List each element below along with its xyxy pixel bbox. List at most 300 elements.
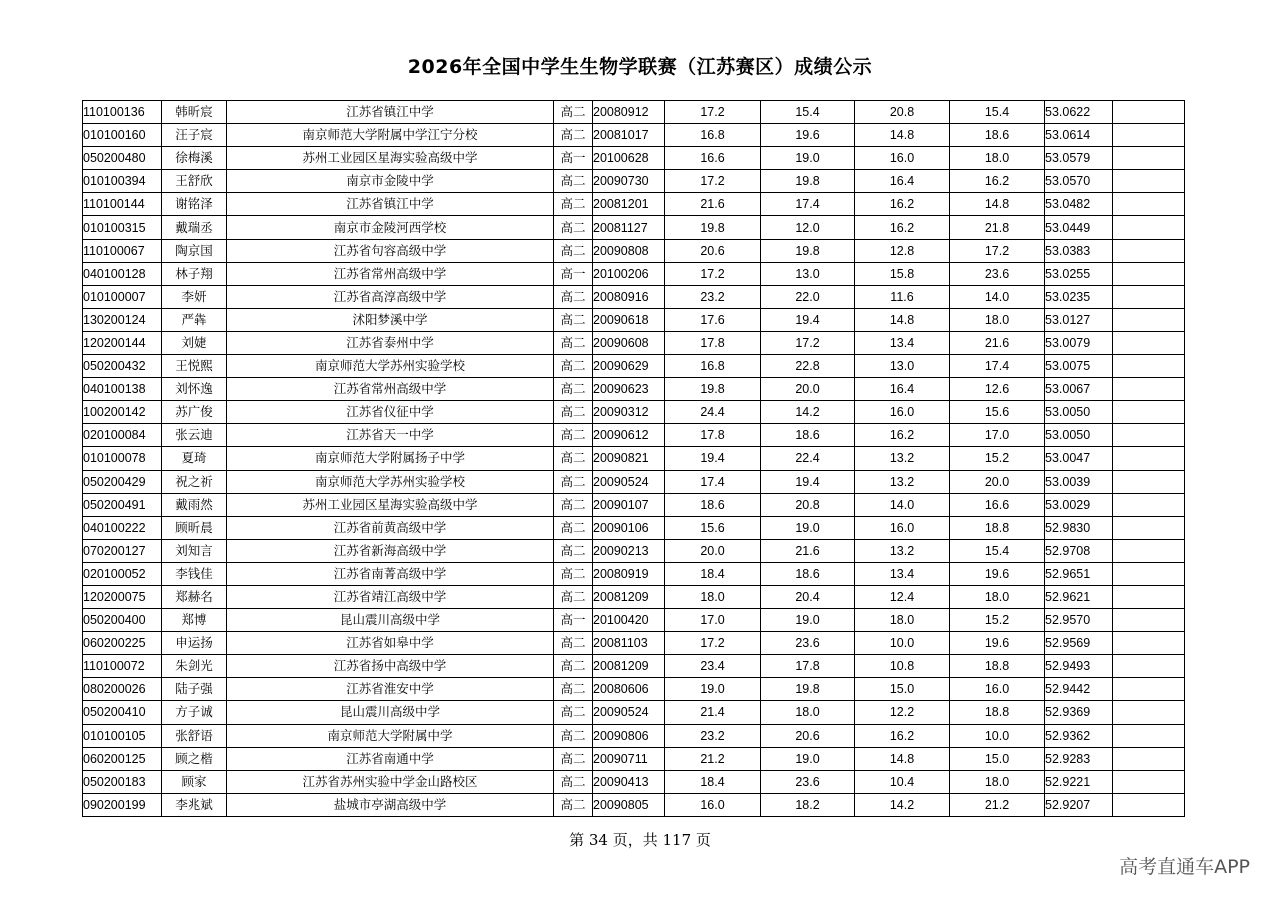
candidate-id-cell: 020100084 — [83, 424, 162, 447]
score-1-cell: 17.2 — [665, 101, 761, 124]
grade-cell: 高二 — [554, 562, 593, 585]
score-3-cell: 16.4 — [855, 378, 950, 401]
score-3-cell: 13.2 — [855, 447, 950, 470]
grade-cell: 高二 — [554, 285, 593, 308]
birthdate-cell: 20090524 — [593, 470, 665, 493]
score-4-cell: 19.6 — [950, 632, 1045, 655]
candidate-id-cell: 110100144 — [83, 193, 162, 216]
total-score-cell: 53.0050 — [1045, 401, 1113, 424]
score-2-cell: 23.6 — [761, 770, 855, 793]
score-1-cell: 17.8 — [665, 424, 761, 447]
score-3-cell: 12.2 — [855, 701, 950, 724]
grade-cell: 高二 — [554, 124, 593, 147]
empty-cell — [1113, 493, 1185, 516]
empty-cell — [1113, 216, 1185, 239]
candidate-id-cell: 060200125 — [83, 747, 162, 770]
birthdate-cell: 20090730 — [593, 170, 665, 193]
candidate-id-cell: 010100078 — [83, 447, 162, 470]
total-score-cell: 53.0449 — [1045, 216, 1113, 239]
score-4-cell: 18.0 — [950, 770, 1045, 793]
table-row — [83, 585, 1185, 608]
total-score-cell: 52.9362 — [1045, 724, 1113, 747]
school-cell: 江苏省如皋中学 — [227, 632, 554, 655]
score-4-cell: 21.2 — [950, 793, 1045, 816]
school-cell: 沭阳梦溪中学 — [227, 308, 554, 331]
score-1-cell: 17.2 — [665, 170, 761, 193]
score-2-cell: 17.8 — [761, 655, 855, 678]
score-2-cell: 19.0 — [761, 147, 855, 170]
grade-cell: 高二 — [554, 516, 593, 539]
candidate-id-cell: 050200400 — [83, 609, 162, 632]
score-3-cell: 18.0 — [855, 609, 950, 632]
score-3-cell: 20.8 — [855, 101, 950, 124]
table-row — [83, 493, 1185, 516]
score-1-cell: 17.6 — [665, 308, 761, 331]
total-score-cell: 53.0067 — [1045, 378, 1113, 401]
total-score-cell: 53.0482 — [1045, 193, 1113, 216]
grade-cell: 高二 — [554, 193, 593, 216]
grade-cell: 高二 — [554, 331, 593, 354]
score-1-cell: 16.6 — [665, 147, 761, 170]
grade-cell: 高二 — [554, 724, 593, 747]
candidate-id-cell: 020100052 — [83, 562, 162, 585]
candidate-id-cell: 120200075 — [83, 585, 162, 608]
table-row — [83, 424, 1185, 447]
name-cell: 谢铭泽 — [162, 193, 227, 216]
score-1-cell: 17.4 — [665, 470, 761, 493]
score-2-cell: 19.0 — [761, 609, 855, 632]
grade-cell: 高二 — [554, 170, 593, 193]
grade-cell: 高二 — [554, 539, 593, 562]
empty-cell — [1113, 793, 1185, 816]
score-2-cell: 22.8 — [761, 355, 855, 378]
total-score-cell: 53.0127 — [1045, 308, 1113, 331]
name-cell: 张云迪 — [162, 424, 227, 447]
total-score-cell: 53.0383 — [1045, 239, 1113, 262]
empty-cell — [1113, 516, 1185, 539]
grade-cell: 高二 — [554, 701, 593, 724]
score-4-cell: 15.2 — [950, 609, 1045, 632]
birthdate-cell: 20090213 — [593, 539, 665, 562]
grade-cell: 高二 — [554, 308, 593, 331]
score-2-cell: 19.0 — [761, 747, 855, 770]
empty-cell — [1113, 724, 1185, 747]
empty-cell — [1113, 470, 1185, 493]
name-cell: 张舒语 — [162, 724, 227, 747]
score-3-cell: 13.2 — [855, 539, 950, 562]
grade-cell: 高二 — [554, 493, 593, 516]
birthdate-cell: 20081017 — [593, 124, 665, 147]
school-cell: 南京师范大学附属中学 — [227, 724, 554, 747]
table-row — [83, 562, 1185, 585]
results-table — [82, 100, 1185, 817]
score-3-cell: 10.8 — [855, 655, 950, 678]
birthdate-cell: 20090524 — [593, 701, 665, 724]
grade-cell: 高二 — [554, 239, 593, 262]
empty-cell — [1113, 447, 1185, 470]
score-2-cell: 23.6 — [761, 632, 855, 655]
grade-cell: 高二 — [554, 424, 593, 447]
birthdate-cell: 20090806 — [593, 724, 665, 747]
empty-cell — [1113, 424, 1185, 447]
grade-cell: 高二 — [554, 632, 593, 655]
table-row — [83, 216, 1185, 239]
name-cell: 戴雨然 — [162, 493, 227, 516]
score-3-cell: 10.4 — [855, 770, 950, 793]
score-3-cell: 14.8 — [855, 747, 950, 770]
total-score-cell: 52.9651 — [1045, 562, 1113, 585]
score-4-cell: 15.0 — [950, 747, 1045, 770]
name-cell: 王悦熙 — [162, 355, 227, 378]
candidate-id-cell: 110100067 — [83, 239, 162, 262]
score-1-cell: 21.2 — [665, 747, 761, 770]
empty-cell — [1113, 678, 1185, 701]
score-1-cell: 23.2 — [665, 285, 761, 308]
candidate-id-cell: 040100128 — [83, 262, 162, 285]
name-cell: 李钱佳 — [162, 562, 227, 585]
table-row — [83, 401, 1185, 424]
name-cell: 申运扬 — [162, 632, 227, 655]
school-cell: 江苏省常州高级中学 — [227, 262, 554, 285]
school-cell: 苏州工业园区星海实验高级中学 — [227, 147, 554, 170]
table-row — [83, 378, 1185, 401]
score-2-cell: 19.6 — [761, 124, 855, 147]
table-row — [83, 724, 1185, 747]
total-score-cell: 52.9283 — [1045, 747, 1113, 770]
table-row — [83, 609, 1185, 632]
empty-cell — [1113, 539, 1185, 562]
score-3-cell: 14.8 — [855, 308, 950, 331]
candidate-id-cell: 080200026 — [83, 678, 162, 701]
score-4-cell: 18.0 — [950, 147, 1045, 170]
total-score-cell: 53.0579 — [1045, 147, 1113, 170]
score-2-cell: 19.8 — [761, 678, 855, 701]
total-score-cell: 52.9369 — [1045, 701, 1113, 724]
score-4-cell: 15.2 — [950, 447, 1045, 470]
birthdate-cell: 20081201 — [593, 193, 665, 216]
table-row — [83, 747, 1185, 770]
score-1-cell: 18.4 — [665, 770, 761, 793]
birthdate-cell: 20081103 — [593, 632, 665, 655]
school-cell: 南京师范大学附属中学江宁分校 — [227, 124, 554, 147]
total-score-cell: 52.9621 — [1045, 585, 1113, 608]
table-row — [83, 308, 1185, 331]
name-cell: 李妍 — [162, 285, 227, 308]
score-4-cell: 17.2 — [950, 239, 1045, 262]
watermark-logo-text: 高考直通车APP — [1119, 856, 1250, 878]
table-row — [83, 770, 1185, 793]
candidate-id-cell: 110100072 — [83, 655, 162, 678]
candidate-id-cell: 050200432 — [83, 355, 162, 378]
score-1-cell: 17.8 — [665, 331, 761, 354]
birthdate-cell: 20090612 — [593, 424, 665, 447]
score-3-cell: 16.4 — [855, 170, 950, 193]
score-3-cell: 14.0 — [855, 493, 950, 516]
name-cell: 顾之楷 — [162, 747, 227, 770]
table-row — [83, 470, 1185, 493]
table-row — [83, 239, 1185, 262]
name-cell: 刘怀逸 — [162, 378, 227, 401]
score-4-cell: 14.8 — [950, 193, 1045, 216]
birthdate-cell: 20080606 — [593, 678, 665, 701]
score-4-cell: 16.0 — [950, 678, 1045, 701]
school-cell: 江苏省高淳高级中学 — [227, 285, 554, 308]
grade-cell: 高一 — [554, 147, 593, 170]
score-1-cell: 18.0 — [665, 585, 761, 608]
score-1-cell: 16.8 — [665, 124, 761, 147]
table-row — [83, 170, 1185, 193]
score-3-cell: 12.4 — [855, 585, 950, 608]
score-4-cell: 18.6 — [950, 124, 1045, 147]
score-4-cell: 10.0 — [950, 724, 1045, 747]
name-cell: 顾家 — [162, 770, 227, 793]
birthdate-cell: 20090629 — [593, 355, 665, 378]
score-1-cell: 19.0 — [665, 678, 761, 701]
score-2-cell: 15.4 — [761, 101, 855, 124]
name-cell: 苏广俊 — [162, 401, 227, 424]
school-cell: 盐城市亭湖高级中学 — [227, 793, 554, 816]
birthdate-cell: 20090711 — [593, 747, 665, 770]
score-4-cell: 20.0 — [950, 470, 1045, 493]
candidate-id-cell: 120200144 — [83, 331, 162, 354]
birthdate-cell: 20090805 — [593, 793, 665, 816]
score-4-cell: 18.8 — [950, 655, 1045, 678]
name-cell: 李兆斌 — [162, 793, 227, 816]
birthdate-cell: 20090413 — [593, 770, 665, 793]
empty-cell — [1113, 609, 1185, 632]
school-cell: 江苏省靖江高级中学 — [227, 585, 554, 608]
table-row — [83, 147, 1185, 170]
school-cell: 江苏省南通中学 — [227, 747, 554, 770]
score-3-cell: 13.4 — [855, 562, 950, 585]
name-cell: 郑赫名 — [162, 585, 227, 608]
score-4-cell: 17.4 — [950, 355, 1045, 378]
candidate-id-cell: 070200127 — [83, 539, 162, 562]
candidate-id-cell: 040100222 — [83, 516, 162, 539]
score-1-cell: 23.4 — [665, 655, 761, 678]
score-3-cell: 13.4 — [855, 331, 950, 354]
candidate-id-cell: 010100394 — [83, 170, 162, 193]
empty-cell — [1113, 632, 1185, 655]
empty-cell — [1113, 147, 1185, 170]
score-4-cell: 18.0 — [950, 585, 1045, 608]
score-4-cell: 18.8 — [950, 701, 1045, 724]
birthdate-cell: 20090618 — [593, 308, 665, 331]
total-score-cell: 53.0050 — [1045, 424, 1113, 447]
name-cell: 朱剑光 — [162, 655, 227, 678]
name-cell: 顾昕晨 — [162, 516, 227, 539]
score-2-cell: 20.8 — [761, 493, 855, 516]
candidate-id-cell: 050200480 — [83, 147, 162, 170]
table-row — [83, 701, 1185, 724]
grade-cell: 高二 — [554, 216, 593, 239]
score-4-cell: 15.6 — [950, 401, 1045, 424]
score-3-cell: 16.0 — [855, 516, 950, 539]
candidate-id-cell: 100200142 — [83, 401, 162, 424]
score-3-cell: 16.2 — [855, 724, 950, 747]
birthdate-cell: 20100628 — [593, 147, 665, 170]
candidate-id-cell: 010100105 — [83, 724, 162, 747]
page-number: 第 34 页，共 117 页 — [569, 831, 711, 849]
empty-cell — [1113, 331, 1185, 354]
birthdate-cell: 20090106 — [593, 516, 665, 539]
candidate-id-cell: 010100160 — [83, 124, 162, 147]
score-2-cell: 12.0 — [761, 216, 855, 239]
table-row — [83, 124, 1185, 147]
empty-cell — [1113, 193, 1185, 216]
name-cell: 汪子宸 — [162, 124, 227, 147]
name-cell: 戴瑞丞 — [162, 216, 227, 239]
candidate-id-cell: 010100315 — [83, 216, 162, 239]
empty-cell — [1113, 770, 1185, 793]
grade-cell: 高二 — [554, 378, 593, 401]
birthdate-cell: 20090608 — [593, 331, 665, 354]
school-cell: 江苏省仪征中学 — [227, 401, 554, 424]
score-1-cell: 19.4 — [665, 447, 761, 470]
score-1-cell: 20.0 — [665, 539, 761, 562]
total-score-cell: 52.9207 — [1045, 793, 1113, 816]
score-2-cell: 22.4 — [761, 447, 855, 470]
school-cell: 江苏省常州高级中学 — [227, 378, 554, 401]
score-2-cell: 18.6 — [761, 424, 855, 447]
score-2-cell: 20.0 — [761, 378, 855, 401]
score-1-cell: 19.8 — [665, 378, 761, 401]
table-row — [83, 285, 1185, 308]
empty-cell — [1113, 562, 1185, 585]
empty-cell — [1113, 285, 1185, 308]
grade-cell: 高二 — [554, 355, 593, 378]
score-1-cell: 19.8 — [665, 216, 761, 239]
school-cell: 江苏省南菁高级中学 — [227, 562, 554, 585]
school-cell: 江苏省苏州实验中学金山路校区 — [227, 770, 554, 793]
score-1-cell: 21.6 — [665, 193, 761, 216]
table-row — [83, 262, 1185, 285]
total-score-cell: 53.0255 — [1045, 262, 1113, 285]
birthdate-cell: 20100206 — [593, 262, 665, 285]
grade-cell: 高二 — [554, 447, 593, 470]
birthdate-cell: 20080919 — [593, 562, 665, 585]
empty-cell — [1113, 378, 1185, 401]
score-2-cell: 19.0 — [761, 516, 855, 539]
school-cell: 江苏省新海高级中学 — [227, 539, 554, 562]
birthdate-cell: 20100420 — [593, 609, 665, 632]
table-row — [83, 678, 1185, 701]
score-1-cell: 17.0 — [665, 609, 761, 632]
score-2-cell: 13.0 — [761, 262, 855, 285]
table-row — [83, 793, 1185, 816]
score-3-cell: 16.2 — [855, 216, 950, 239]
grade-cell: 高一 — [554, 262, 593, 285]
total-score-cell: 53.0029 — [1045, 493, 1113, 516]
score-2-cell: 19.8 — [761, 239, 855, 262]
total-score-cell: 52.9442 — [1045, 678, 1113, 701]
table-row — [83, 193, 1185, 216]
school-cell: 江苏省句容高级中学 — [227, 239, 554, 262]
grade-cell: 高二 — [554, 470, 593, 493]
grade-cell: 高二 — [554, 101, 593, 124]
total-score-cell: 53.0614 — [1045, 124, 1113, 147]
total-score-cell: 52.9708 — [1045, 539, 1113, 562]
score-1-cell: 24.4 — [665, 401, 761, 424]
empty-cell — [1113, 655, 1185, 678]
candidate-id-cell: 090200199 — [83, 793, 162, 816]
score-4-cell: 23.6 — [950, 262, 1045, 285]
score-1-cell: 17.2 — [665, 262, 761, 285]
school-cell: 南京市金陵中学 — [227, 170, 554, 193]
table-row — [83, 539, 1185, 562]
total-score-cell: 53.0039 — [1045, 470, 1113, 493]
name-cell: 韩昕宸 — [162, 101, 227, 124]
name-cell: 郑博 — [162, 609, 227, 632]
name-cell: 林子翔 — [162, 262, 227, 285]
score-2-cell: 20.4 — [761, 585, 855, 608]
grade-cell: 高二 — [554, 747, 593, 770]
empty-cell — [1113, 124, 1185, 147]
grade-cell: 高二 — [554, 655, 593, 678]
score-2-cell: 19.4 — [761, 308, 855, 331]
score-1-cell: 15.6 — [665, 516, 761, 539]
empty-cell — [1113, 239, 1185, 262]
empty-cell — [1113, 308, 1185, 331]
candidate-id-cell: 110100136 — [83, 101, 162, 124]
birthdate-cell: 20090107 — [593, 493, 665, 516]
birthdate-cell: 20090623 — [593, 378, 665, 401]
total-score-cell: 52.9569 — [1045, 632, 1113, 655]
candidate-id-cell: 060200225 — [83, 632, 162, 655]
school-cell: 江苏省镇江中学 — [227, 193, 554, 216]
grade-cell: 高一 — [554, 609, 593, 632]
total-score-cell: 53.0047 — [1045, 447, 1113, 470]
score-3-cell: 14.8 — [855, 124, 950, 147]
birthdate-cell: 20081209 — [593, 655, 665, 678]
grade-cell: 高二 — [554, 585, 593, 608]
score-2-cell: 14.2 — [761, 401, 855, 424]
score-2-cell: 21.6 — [761, 539, 855, 562]
table-row — [83, 101, 1185, 124]
school-cell: 昆山震川高级中学 — [227, 609, 554, 632]
total-score-cell: 53.0235 — [1045, 285, 1113, 308]
birthdate-cell: 20080912 — [593, 101, 665, 124]
score-3-cell: 14.2 — [855, 793, 950, 816]
score-1-cell: 21.4 — [665, 701, 761, 724]
school-cell: 江苏省泰州中学 — [227, 331, 554, 354]
score-4-cell: 21.6 — [950, 331, 1045, 354]
total-score-cell: 53.0075 — [1045, 355, 1113, 378]
name-cell: 严犇 — [162, 308, 227, 331]
empty-cell — [1113, 585, 1185, 608]
table-row — [83, 331, 1185, 354]
score-1-cell: 20.6 — [665, 239, 761, 262]
school-cell: 南京师范大学苏州实验学校 — [227, 355, 554, 378]
total-score-cell: 52.9830 — [1045, 516, 1113, 539]
score-3-cell: 16.0 — [855, 147, 950, 170]
birthdate-cell: 20081127 — [593, 216, 665, 239]
school-cell: 昆山震川高级中学 — [227, 701, 554, 724]
school-cell: 南京师范大学附属扬子中学 — [227, 447, 554, 470]
score-1-cell: 17.2 — [665, 632, 761, 655]
empty-cell — [1113, 401, 1185, 424]
name-cell: 徐梅溪 — [162, 147, 227, 170]
total-score-cell: 52.9493 — [1045, 655, 1113, 678]
candidate-id-cell: 040100138 — [83, 378, 162, 401]
score-3-cell: 11.6 — [855, 285, 950, 308]
score-2-cell: 20.6 — [761, 724, 855, 747]
table-row — [83, 516, 1185, 539]
score-1-cell: 18.6 — [665, 493, 761, 516]
name-cell: 陶京国 — [162, 239, 227, 262]
score-2-cell: 18.2 — [761, 793, 855, 816]
score-4-cell: 14.0 — [950, 285, 1045, 308]
